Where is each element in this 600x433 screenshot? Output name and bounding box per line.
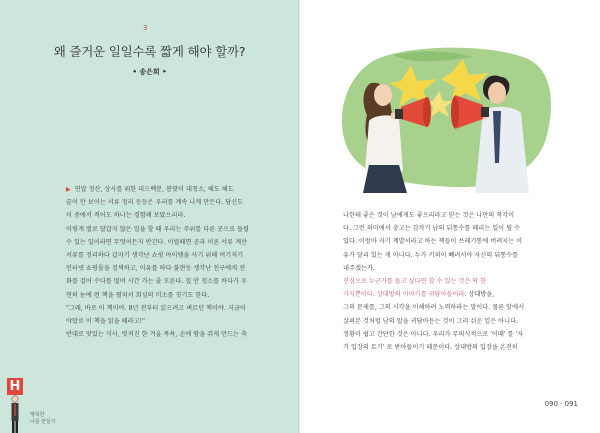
highlighted-quote: 가지뿐이다. 상대방의 이야기를 귀담아들어라. <box>343 291 467 299</box>
badge-caption: 행복한 나를 만들기 <box>30 412 56 425</box>
series-badge-h: H <box>7 378 23 395</box>
triangle-bullet-icon: ▶ <box>66 186 71 193</box>
person-figure-icon <box>10 395 20 433</box>
left-page <box>0 0 299 433</box>
page-number: 090 · 091 <box>544 400 578 408</box>
chapter-title: 왜 즐거운 일일수록 짧게 해야 할까? <box>53 44 246 59</box>
megaphone-illustration <box>333 43 557 193</box>
left-body-text: ▶ 연말 정산, 상사를 위한 피드백문, 봄맞이 대청소, 해도 해도 끝이 안 보이는 서류 정리 등등은 우리를 계속 나게 만든다. 당신도 이 중에서 적어도 하나는 경험해 보았으리라. 이렇게 별로 달갑지 않은 일을 할 때 우리는 주위를 다른 곳으로 돌릴 수 있는 일이라면 무엇이든지 반긴다. 이럴때면 공과 이론 서류 계산 서류를 정리하다 갑자기 생각난 쇼핑 아이템을 사기 위해 여기저기 인터넷 쇼핑몰을 검색하고, 이유를 하다 불현듯 생각난 친구에게 전 화를 걸어 수다를 떨며 시간 가는 줄 모른다. 집 안 청소를 하다가 우 연히 눈에 띈 책을 펼쳐서 희심의 미소를 짓기도 한다. "그래, 바로 이 책이야. 8년 전부터 읽으려고 벼르던 책이야. 지금이 야말로 이 책을 읽을 때라고!" 반대로 맛있는 식사, 멋져진 한 겨울 목욕, 손에 땀을 쥐게 만드는 축 <box>66 186 250 339</box>
highlighted-quote: 진심으로 누군가를 돕고 싶다면 할 수 있는 것은 딱 한 <box>343 278 487 286</box>
author-name: • 송은희 • <box>132 68 167 76</box>
chapter-mark: 3 <box>143 24 148 32</box>
right-body-text: 나한테 좋은 것이 남에게도 좋으리라고 믿는 것은 나만의 착각이 다. 그런 의미에서 충고는 감작기 남의 뒤통수를 때리는 일이 될 수 있다. 이럼마 자기 계발서라고 하는 책들이 쓰레기통에 버려지는 이 유가 달리 있는 게 아니다. 누가 키쳐이 빼려서야 자신의 뒤통수를 내주겠는가. 진심으로 누군가를 돕고 싶다면 할 수 있는 것은 딱 한 가지뿐이다. 상대방의 이야기를 귀담아들어라. 상대방을, 그의 문제를, 그의 시각을 이해하려 노력하라는 말이다. 물론 앞에서 살펴본 것처럼 남의 말을 귀담아듣는 것이 그리 쉬운 일은 아니다. 정황이 쉽고 간단한 것은 아니다. 우리가 무의식적으로 '이때' 를 '자 기 입장의 토기' 로 받아들이기 때문이다. 상대방의 입장을 온전히 <box>343 209 585 354</box>
